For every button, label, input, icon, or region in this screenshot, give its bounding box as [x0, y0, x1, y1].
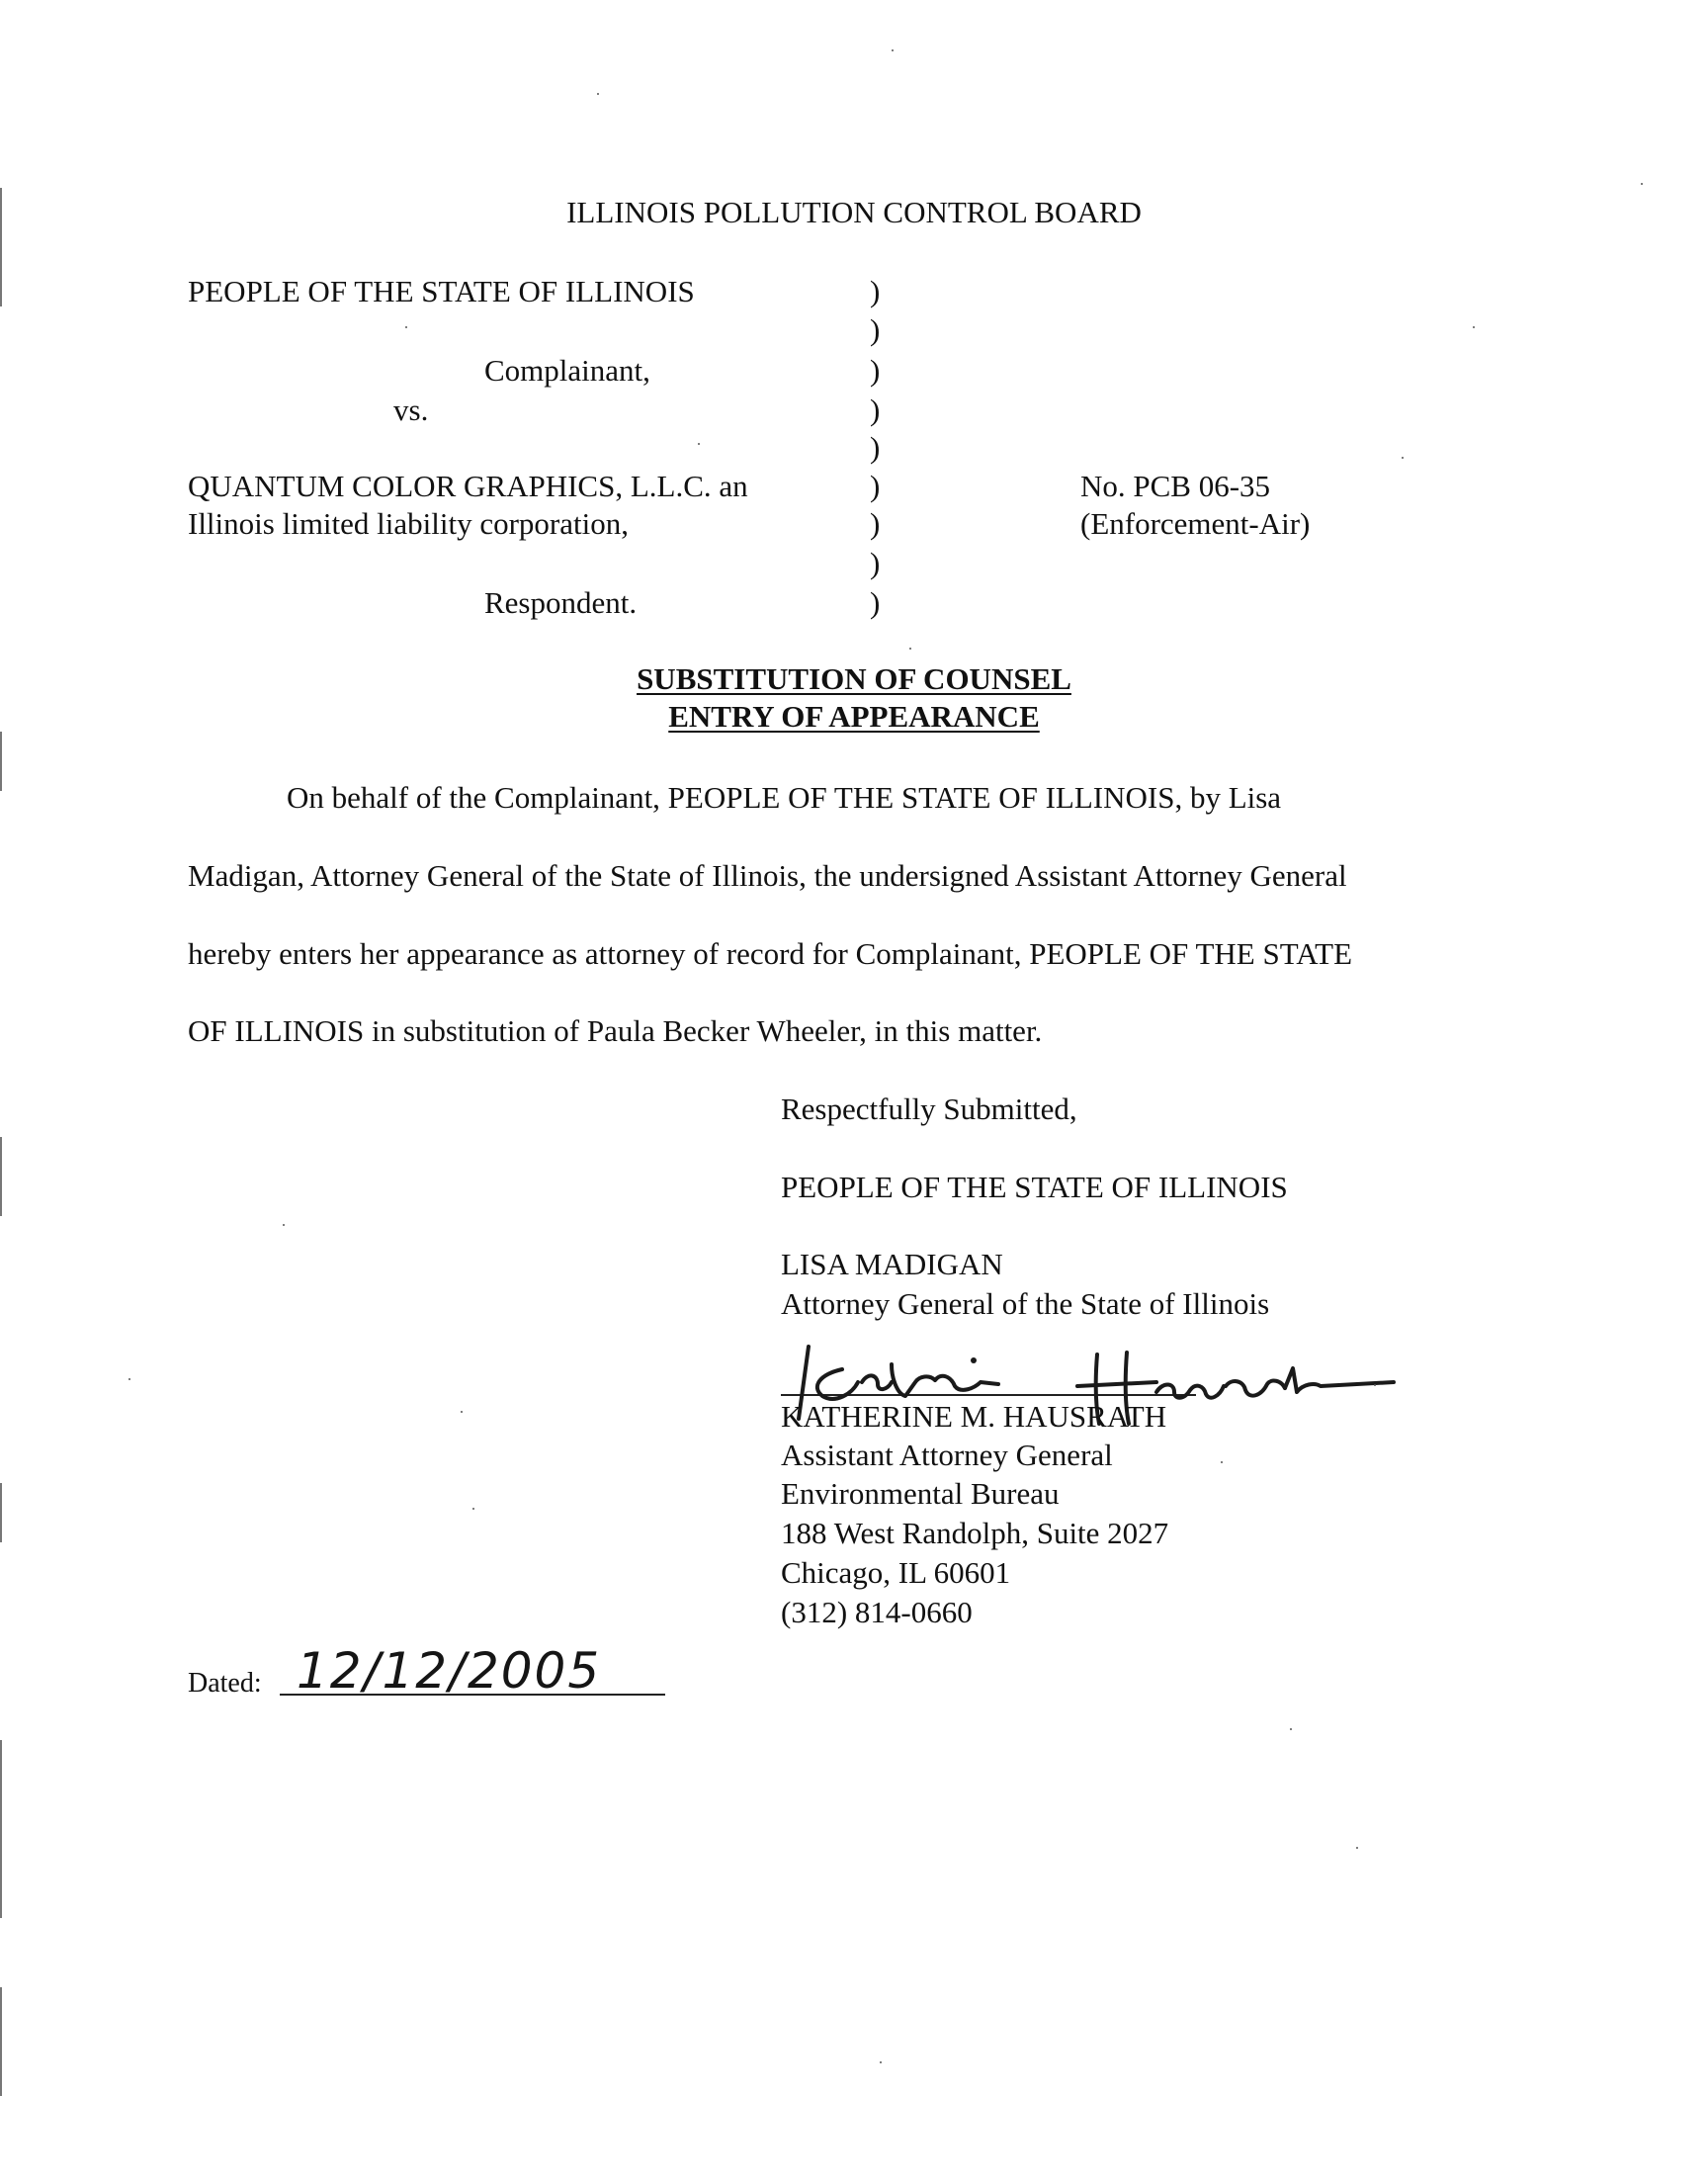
phone-number: (312) 814-0660 — [781, 1595, 973, 1629]
respondent-name-line2: Illinois limited liability corporation, — [188, 506, 629, 541]
attorney-general-name: LISA MADIGAN — [781, 1247, 1003, 1281]
scan-speck — [909, 648, 911, 650]
caption-paren: ) — [870, 585, 881, 620]
scan-speck — [461, 1411, 463, 1413]
scan-edge-mark — [0, 1483, 2, 1542]
complainant-name: PEOPLE OF THE STATE OF ILLINOIS — [188, 274, 695, 308]
scan-speck — [1641, 183, 1643, 185]
scan-speck — [1402, 457, 1404, 459]
bureau: Environmental Bureau — [781, 1476, 1060, 1511]
address-line1: 188 West Randolph, Suite 2027 — [781, 1516, 1169, 1550]
scan-speck — [698, 443, 700, 445]
case-number: No. PCB 06-35 — [1080, 469, 1271, 503]
caption-paren: ) — [870, 546, 881, 580]
address-line2: Chicago, IL 60601 — [781, 1555, 1011, 1590]
scan-edge-mark — [0, 1987, 2, 2096]
case-type: (Enforcement-Air) — [1080, 506, 1311, 541]
signature-dot — [971, 1357, 977, 1363]
scan-speck — [1290, 1728, 1292, 1730]
scan-edge-mark — [0, 732, 2, 791]
caption-paren: ) — [870, 469, 881, 503]
board-name: ILLINOIS POLLUTION CONTROL BOARD — [566, 195, 1142, 229]
scan-edge-mark — [0, 1740, 2, 1918]
scan-speck — [283, 1224, 285, 1226]
signer-title: Assistant Attorney General — [781, 1438, 1113, 1472]
handwritten-date: 12/12/2005 — [297, 1642, 602, 1700]
scan-speck — [1473, 326, 1475, 328]
scan-speck — [128, 1378, 130, 1380]
scan-speck — [1356, 1847, 1358, 1849]
body-line: hereby enters her appearance as attorney of record for Complainant, PEOPLE OF THE STATE — [188, 936, 1353, 971]
document-title-line2: ENTRY OF APPEARANCE — [668, 699, 1040, 734]
body-line: Madigan, Attorney General of the State of Illinois, the undersigned Assistant Attorney General — [188, 858, 1347, 893]
caption-paren: ) — [870, 506, 881, 541]
scan-speck — [405, 326, 407, 328]
signer-name: KATHERINE M. HAUSRATH — [781, 1399, 1167, 1434]
closing: Respectfully Submitted, — [781, 1092, 1077, 1126]
body-line: OF ILLINOIS in substitution of Paula Becker Wheeler, in this matter. — [188, 1013, 1043, 1048]
caption-paren: ) — [870, 430, 881, 465]
caption-paren: ) — [870, 274, 881, 308]
caption-paren: ) — [870, 312, 881, 347]
scan-speck — [1374, 1384, 1376, 1386]
scan-edge-mark — [0, 188, 2, 306]
document-title-line1: SUBSTITUTION OF COUNSEL — [637, 661, 1071, 696]
body-line: On behalf of the Complainant, PEOPLE OF THE STATE OF ILLINOIS, by Lisa — [287, 780, 1282, 815]
caption-paren: ) — [870, 393, 881, 427]
scan-edge-mark — [0, 1137, 2, 1216]
scan-speck — [1221, 1461, 1223, 1463]
caption-paren: ) — [870, 353, 881, 388]
dated-label: Dated: — [188, 1668, 262, 1699]
party-name: PEOPLE OF THE STATE OF ILLINOIS — [781, 1170, 1288, 1204]
attorney-general-title: Attorney General of the State of Illinois — [781, 1286, 1270, 1321]
respondent-role: Respondent. — [484, 585, 638, 620]
scan-speck — [472, 1508, 474, 1510]
respondent-name-line1: QUANTUM COLOR GRAPHICS, L.L.C. an — [188, 469, 748, 503]
scan-speck — [880, 2061, 882, 2063]
scan-speck — [597, 93, 599, 95]
complainant-role: Complainant, — [484, 353, 650, 388]
versus-label: vs. — [393, 393, 429, 427]
scan-speck — [892, 49, 894, 51]
